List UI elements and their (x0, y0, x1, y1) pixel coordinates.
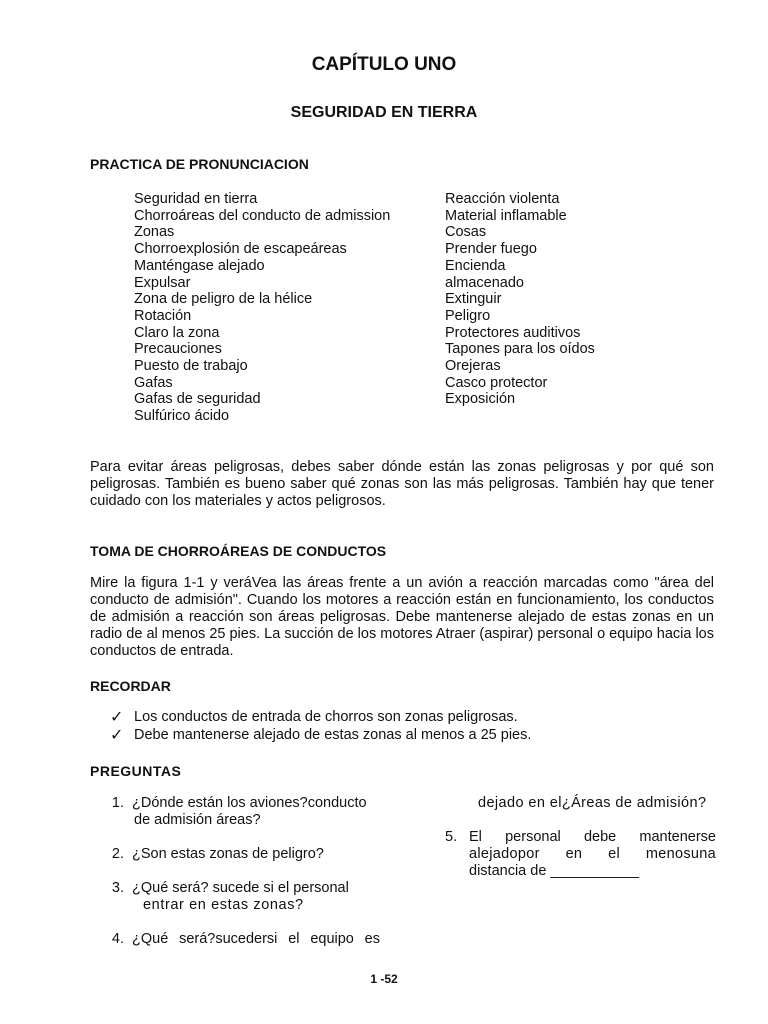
list-item (110, 727, 531, 745)
page-number: 1 -52 (370, 972, 398, 986)
question-number: 3. (111, 880, 124, 896)
question-5-cont: alejadopor en el menosuna (469, 846, 716, 862)
vocab-term: Protectores auditivos (445, 324, 581, 341)
vocab-term: Material inflamable (445, 207, 567, 224)
list-item (110, 709, 531, 727)
chapter-subtitle: SEGURIDAD EN TIERRA (290, 104, 478, 121)
remember-list (110, 709, 531, 744)
question-1-cont: de admisión áreas? (134, 812, 261, 828)
question-4-cont: dejado en el¿Áreas de admisión? (478, 795, 707, 811)
vocab-term: Orejeras (445, 358, 501, 375)
vocab-term: Encienda (445, 257, 506, 274)
jet-intake-paragraph: Mire la figura 1-1 y veráVea las áreas frente a un avión a reacción marcadas como "área del conducto de admisión". Cuando los motores a reacción están en funcionamiento, los conductos de admisión a reacción son áreas peligrosas. Debe mantenerse alejado de estas zonas en un radio de al menos 25 pies. La succión de los motores Atraer (aspirar) personal o equipo hacia los conductos de entrada. (90, 575, 714, 659)
question-number: 4. (111, 931, 124, 947)
question-2 (110, 846, 380, 866)
vocab-left-column (134, 191, 390, 425)
remember-item-text: Debe mantenerse alejado de estas zonas al menos a 25 pies. (134, 726, 532, 743)
questions-heading: PREGUNTAS (90, 763, 182, 779)
vocab-term: Chorroáreas del conducto de admission (134, 207, 391, 224)
question-number: 5. (445, 829, 458, 845)
vocab-term: Rotación (134, 307, 192, 324)
vocab-term: Extinguir (445, 291, 502, 308)
intro-paragraph: Para evitar áreas peligrosas, debes saber dónde están las zonas peligrosas y por qué son peligrosas. También es bueno saber qué zonas son las más peligrosas. También hay que tener cuidado con los materiales y actos peligrosos. (90, 459, 714, 509)
question-number: 2. (111, 846, 124, 862)
vocab-term: Chorroexplosión de escapeáreas (134, 241, 347, 258)
remember-item-text: Los conductos de entrada de chorros son zonas peligrosas. (134, 709, 518, 725)
vocab-term: Expulsar (134, 274, 191, 291)
question-text: ¿Qué será? sucede si el personal (132, 880, 349, 896)
vocab-right-column (445, 191, 595, 408)
pronunciation-heading: PRACTICA DE PRONUNCIACION (90, 156, 309, 172)
vocab-term: almacenado (445, 274, 524, 291)
vocab-term: Manténgase alejado (134, 257, 265, 274)
question-number: 1. (111, 795, 124, 811)
vocab-term: Prender fuego (445, 241, 537, 258)
question-text: ¿Son estas zonas de peligro? (132, 846, 324, 862)
vocab-term: Claro la zona (134, 324, 220, 341)
vocab-term: Peligro (445, 307, 491, 324)
question-text: ¿Qué será?sucedersi el equipo es (132, 931, 380, 947)
remember-heading: RECORDAR (90, 678, 171, 694)
question-4 (110, 931, 380, 951)
question-text: ¿Dónde están los aviones?conducto (132, 795, 367, 811)
vocab-term: Seguridad en tierra (134, 191, 258, 207)
vocab-term: Zona de peligro de la hélice (134, 291, 313, 308)
vocab-term: Gafas (134, 374, 173, 391)
vocab-term: Precauciones (134, 341, 222, 358)
checkmark-icon: ✓ (110, 726, 124, 744)
vocab-term: Casco protector (445, 374, 548, 391)
question-text: El personal debe mantenerse (469, 829, 716, 845)
vocab-term: Puesto de trabajo (134, 358, 248, 375)
vocab-term: Tapones para los oídos (445, 341, 595, 358)
vocab-term: Exposición (445, 391, 516, 408)
vocab-term: Gafas de seguridad (134, 391, 261, 408)
vocab-term: Cosas (445, 224, 487, 241)
chapter-title: CAPÍTULO UNO (311, 54, 457, 75)
question-3-cont: entrar en estas zonas? (143, 897, 304, 913)
jet-intake-heading: TOMA DE CHORROÁREAS DE CONDUCTOS (90, 543, 387, 559)
checkmark-icon: ✓ (110, 709, 124, 726)
vocab-term: Reacción violenta (445, 191, 560, 207)
vocab-term: Sulfúrico ácido (134, 408, 230, 425)
vocab-term: Zonas (134, 224, 175, 241)
question-5-blank: distancia de ___________ (469, 863, 640, 879)
